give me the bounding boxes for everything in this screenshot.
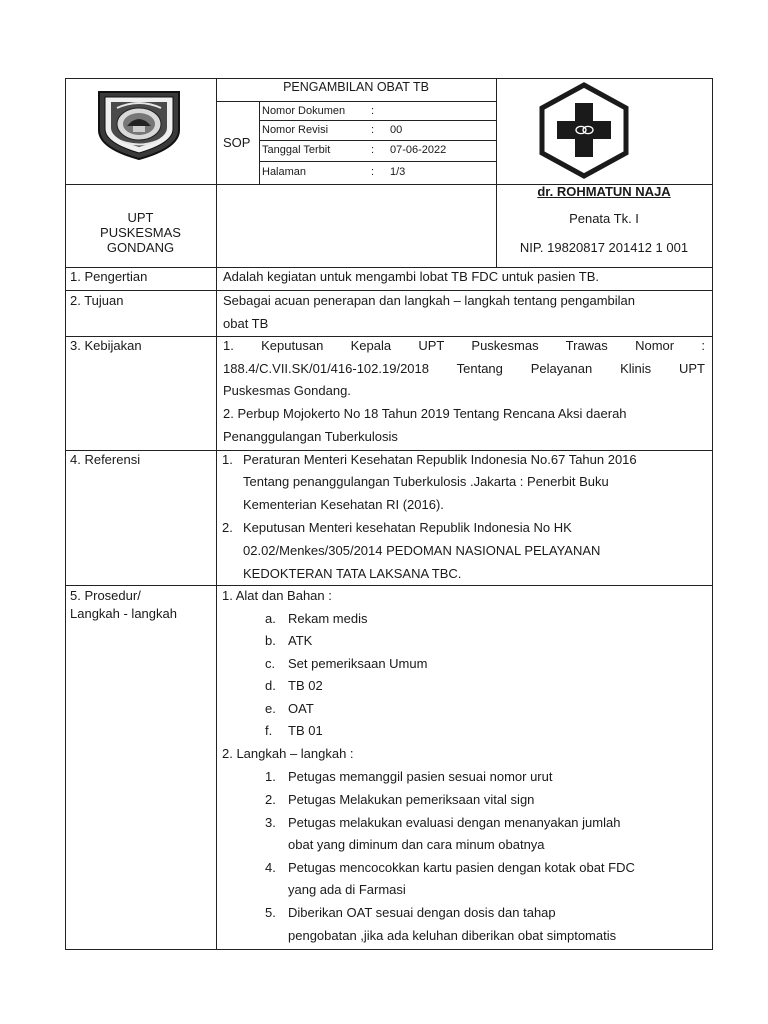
langkah-item-line: Diberikan OAT sesuai dengan dosis dan tahap	[288, 905, 556, 920]
field-sep: :	[371, 144, 375, 156]
langkah-item-line: obat yang diminum dan cara minum obatnya	[288, 837, 545, 852]
row-line-1	[65, 290, 713, 291]
signer-rank: Penata Tk. I	[569, 211, 639, 226]
field-line-3	[259, 161, 496, 162]
kebijakan-p1-line3: Puskesmas Gondang.	[223, 383, 351, 398]
referensi-item-number: 1.	[222, 452, 233, 467]
field-label-halaman: Halaman	[262, 166, 307, 178]
section-label-kebijakan: 3. Kebijakan	[70, 338, 142, 353]
tujuan-text-line1: Sebagai acuan penerapan dan langkah – langkah tentang pengambilan	[223, 293, 636, 308]
field-sep: :	[371, 166, 375, 178]
langkah-item-line: yang ada di Farmasi	[288, 882, 406, 897]
langkah-item-line: Petugas memanggil pasien sesuai nomor urut	[288, 769, 553, 784]
alat-item-text: TB 01	[288, 723, 323, 738]
field-sep: :	[371, 124, 375, 136]
document-title: PENGAMBILAN OBAT TB	[283, 80, 429, 94]
alat-item-text: OAT	[288, 701, 314, 716]
langkah-item-line: Petugas Melakukan pemeriksaan vital sign	[288, 792, 535, 807]
langkah-item-mark: 4.	[265, 860, 276, 875]
section-label-referensi: 4. Referensi	[70, 452, 141, 467]
alat-item-text: ATK	[288, 633, 313, 648]
langkah-item-line: Petugas melakukan evaluasi dengan menanyakan jumlah	[288, 815, 621, 830]
kebijakan-p1-line1: 1. Keputusan Kepala UPT Puskesmas Trawas Nomor :	[223, 338, 705, 353]
langkah-heading: 2. Langkah – langkah :	[222, 746, 354, 761]
langkah-item-line: pengobatan ,jika ada keluhan diberikan obat simptomatis	[288, 928, 617, 943]
section-label-pengertian: 1. Pengertian	[70, 269, 148, 284]
field-label-nomor-revisi: Nomor Revisi	[262, 124, 329, 136]
table-border-right	[712, 78, 713, 950]
kebijakan-p2-line2: Penanggulangan Tuberkulosis	[223, 429, 398, 444]
referensi-item-line: 02.02/Menkes/305/2014 PEDOMAN NASIONAL PELAYANAN	[243, 543, 601, 558]
signer-name: dr. ROHMATUN NAJA	[537, 184, 671, 199]
alat-item-mark: e.	[265, 701, 276, 716]
section-label-tujuan: 2. Tujuan	[70, 293, 124, 308]
header-divider-left	[216, 78, 217, 268]
alat-item-mark: c.	[265, 656, 276, 671]
langkah-item-line: Petugas mencocokkan kartu pasien dengan kotak obat FDC	[288, 860, 635, 875]
referensi-item-number: 2.	[222, 520, 233, 535]
referensi-item-line: Peraturan Menteri Kesehatan Republik Indonesia No.67 Tahun 2016	[243, 452, 637, 467]
org-name-line3: GONDANG	[106, 240, 175, 255]
alat-item-text: TB 02	[288, 678, 323, 693]
referensi-item-line: KEDOKTERAN TATA LAKSANA TBC.	[243, 566, 462, 581]
field-label-tanggal-terbit: Tanggal Terbit	[262, 144, 331, 156]
puskesmas-logo	[538, 82, 630, 179]
regency-emblem-logo	[93, 86, 185, 162]
langkah-item-mark: 2.	[265, 792, 276, 807]
referensi-item-line: Keputusan Menteri kesehatan Republik Indonesia No HK	[243, 520, 572, 535]
kebijakan-p2-line1: 2. Perbup Mojokerto No 18 Tahun 2019 Tentang Rencana Aksi daerah	[223, 406, 627, 421]
sop-divider	[259, 101, 260, 184]
field-line-2	[259, 140, 496, 141]
org-name-line2: PUSKESMAS	[100, 225, 181, 240]
alat-item-mark: b.	[265, 633, 276, 648]
alat-bahan-heading: 1. Alat dan Bahan :	[222, 588, 332, 603]
alat-item-mark: f.	[265, 723, 273, 738]
field-value-nomor-revisi: 00	[390, 124, 403, 136]
field-value-halaman: 1/3	[390, 166, 406, 178]
langkah-item-mark: 3.	[265, 815, 276, 830]
alat-item-mark: d.	[265, 678, 276, 693]
alat-item-mark: a.	[265, 611, 276, 626]
title-underline	[216, 101, 496, 102]
referensi-item-line: Tentang penanggulangan Tuberkulosis .Jakarta : Penerbit Buku	[243, 474, 609, 489]
body-column-divider	[216, 267, 217, 950]
table-border-bottom	[65, 949, 713, 950]
row-line-4	[65, 585, 713, 586]
sop-label: SOP	[223, 135, 251, 150]
section-label-prosedur: 5. Prosedur/	[70, 588, 141, 603]
alat-item-text: Set pemeriksaan Umum	[288, 656, 428, 671]
alat-item-text: Rekam medis	[288, 611, 368, 626]
langkah-item-mark: 5.	[265, 905, 276, 920]
field-line-1	[259, 120, 496, 121]
field-value-tanggal-terbit: 07-06-2022	[390, 144, 447, 156]
langkah-item-mark: 1.	[265, 769, 276, 784]
signer-nip: NIP. 19820817 201412 1 001	[519, 240, 689, 255]
section-label-langkah: Langkah - langkah	[70, 606, 177, 621]
kebijakan-p1-line2: 188.4/C.VII.SK/01/416-102.19/2018 Tentang Pelayanan Klinis UPT	[223, 361, 705, 376]
field-sep: :	[371, 105, 375, 117]
referensi-item-line: Kementerian Kesehatan RI (2016).	[243, 497, 444, 512]
field-label-nomor-dokumen: Nomor Dokumen	[262, 105, 346, 117]
pengertian-text: Adalah kegiatan untuk mengambi lobat TB FDC untuk pasien TB.	[223, 269, 600, 284]
tujuan-text-line2: obat TB	[223, 316, 269, 331]
org-name-line1: UPT	[127, 210, 154, 225]
